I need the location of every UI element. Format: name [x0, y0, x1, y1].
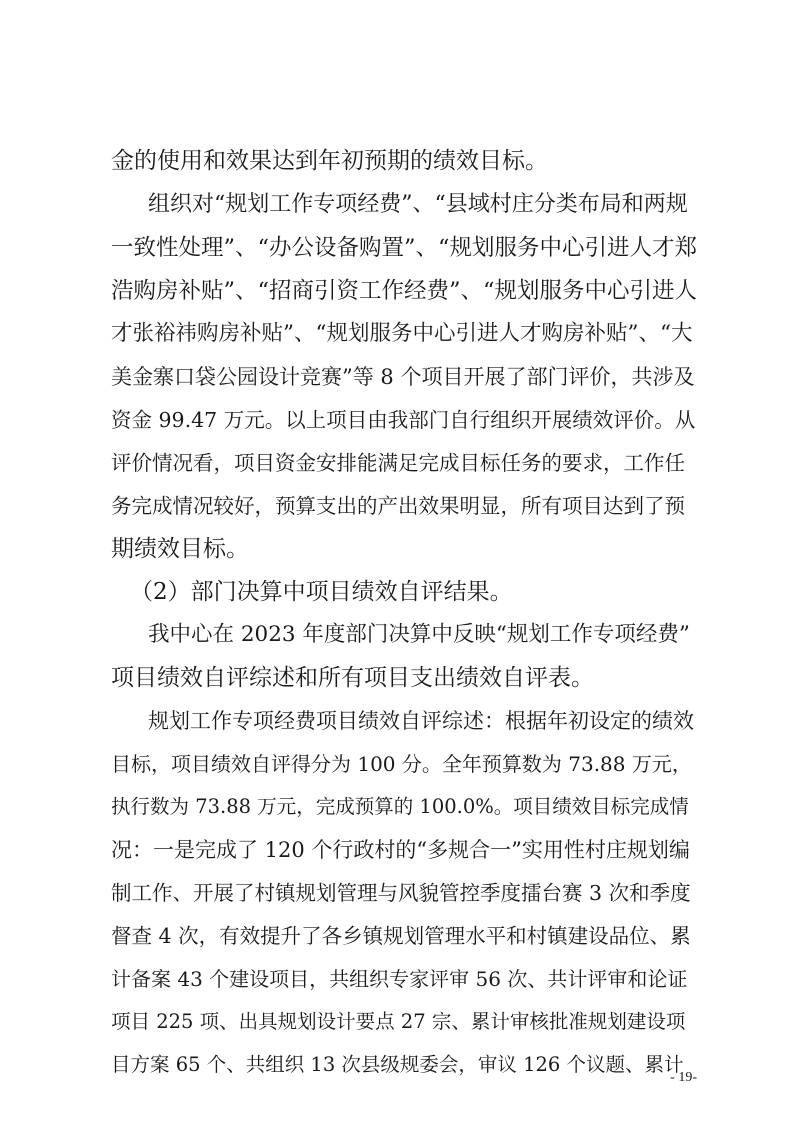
text-line: 制工作、开展了村镇规划管理与风貌管控季度擂台赛 3 次和季度	[111, 881, 691, 905]
text-line: 执行数为 73.88 万元，完成预算的 100.0%。项目绩效目标完成情	[111, 795, 689, 818]
section-heading: （2）部门决算中项目绩效自评结果。	[130, 579, 513, 605]
text-line: 项目 225 项、出具规划设计要点 27 宗、累计审核批准规划建设项	[111, 1010, 686, 1033]
page-number: - 19-	[670, 1070, 697, 1085]
text-line: 督查 4 次，有效提升了各乡镇规划管理水平和村镇建设品位、累	[111, 924, 691, 948]
text-line: 美金寨口袋公园设计竞赛”等 8 个项目开展了部门评价，共涉及	[111, 365, 695, 389]
text-line: 计备案 43 个建设项目，共组织专家评审 56 次、共计评审和论证	[111, 967, 688, 991]
text-line: 务完成情况较好，预算支出的产出效果明显，所有项目达到了预	[111, 494, 685, 518]
text-line: 项目绩效自评综述和所有项目支出绩效自评表。	[111, 665, 594, 691]
text-line: 浩购房补贴”、“招商引资工作经费”、“规划服务中心引进人	[111, 278, 698, 304]
text-line: 期绩效目标。	[111, 536, 249, 562]
text-line: 资金 99.47 万元。以上项目由我部门自行组织开展绩效评价。从	[111, 408, 696, 432]
text-line: 目方案 65 个、共组织 13 次县级规委会，审议 126 个议题、累计	[111, 1053, 684, 1076]
text-line: 规划工作专项经费项目绩效自评综述：根据年初设定的绩效	[148, 709, 694, 733]
text-line: 才张裕祎购房补贴”、“规划服务中心引进人才购房补贴”、“大	[111, 321, 693, 346]
text-line: 一致性处理”、“办公设备购置”、“规划服务中心引进人才郑	[111, 235, 698, 261]
text-line: 况：一是完成了 120 个行政村的“多规合一”实用性村庄规划编	[111, 838, 690, 862]
text-line: 组织对“规划工作专项经费”、“县域村庄分类布局和两规	[148, 192, 688, 217]
text-line: 金的使用和效果达到年初预期的绩效目标。	[111, 148, 548, 174]
text-line: 目标，项目绩效自评得分为 100 分。全年预算数为 73.88 万元，	[111, 752, 692, 776]
text-line: 评价情况看，项目资金安排能满足完成目标任务的要求，工作任	[111, 451, 685, 475]
text-line: 我中心在 2023 年度部门决算中反映“规划工作专项经费”	[148, 622, 690, 647]
